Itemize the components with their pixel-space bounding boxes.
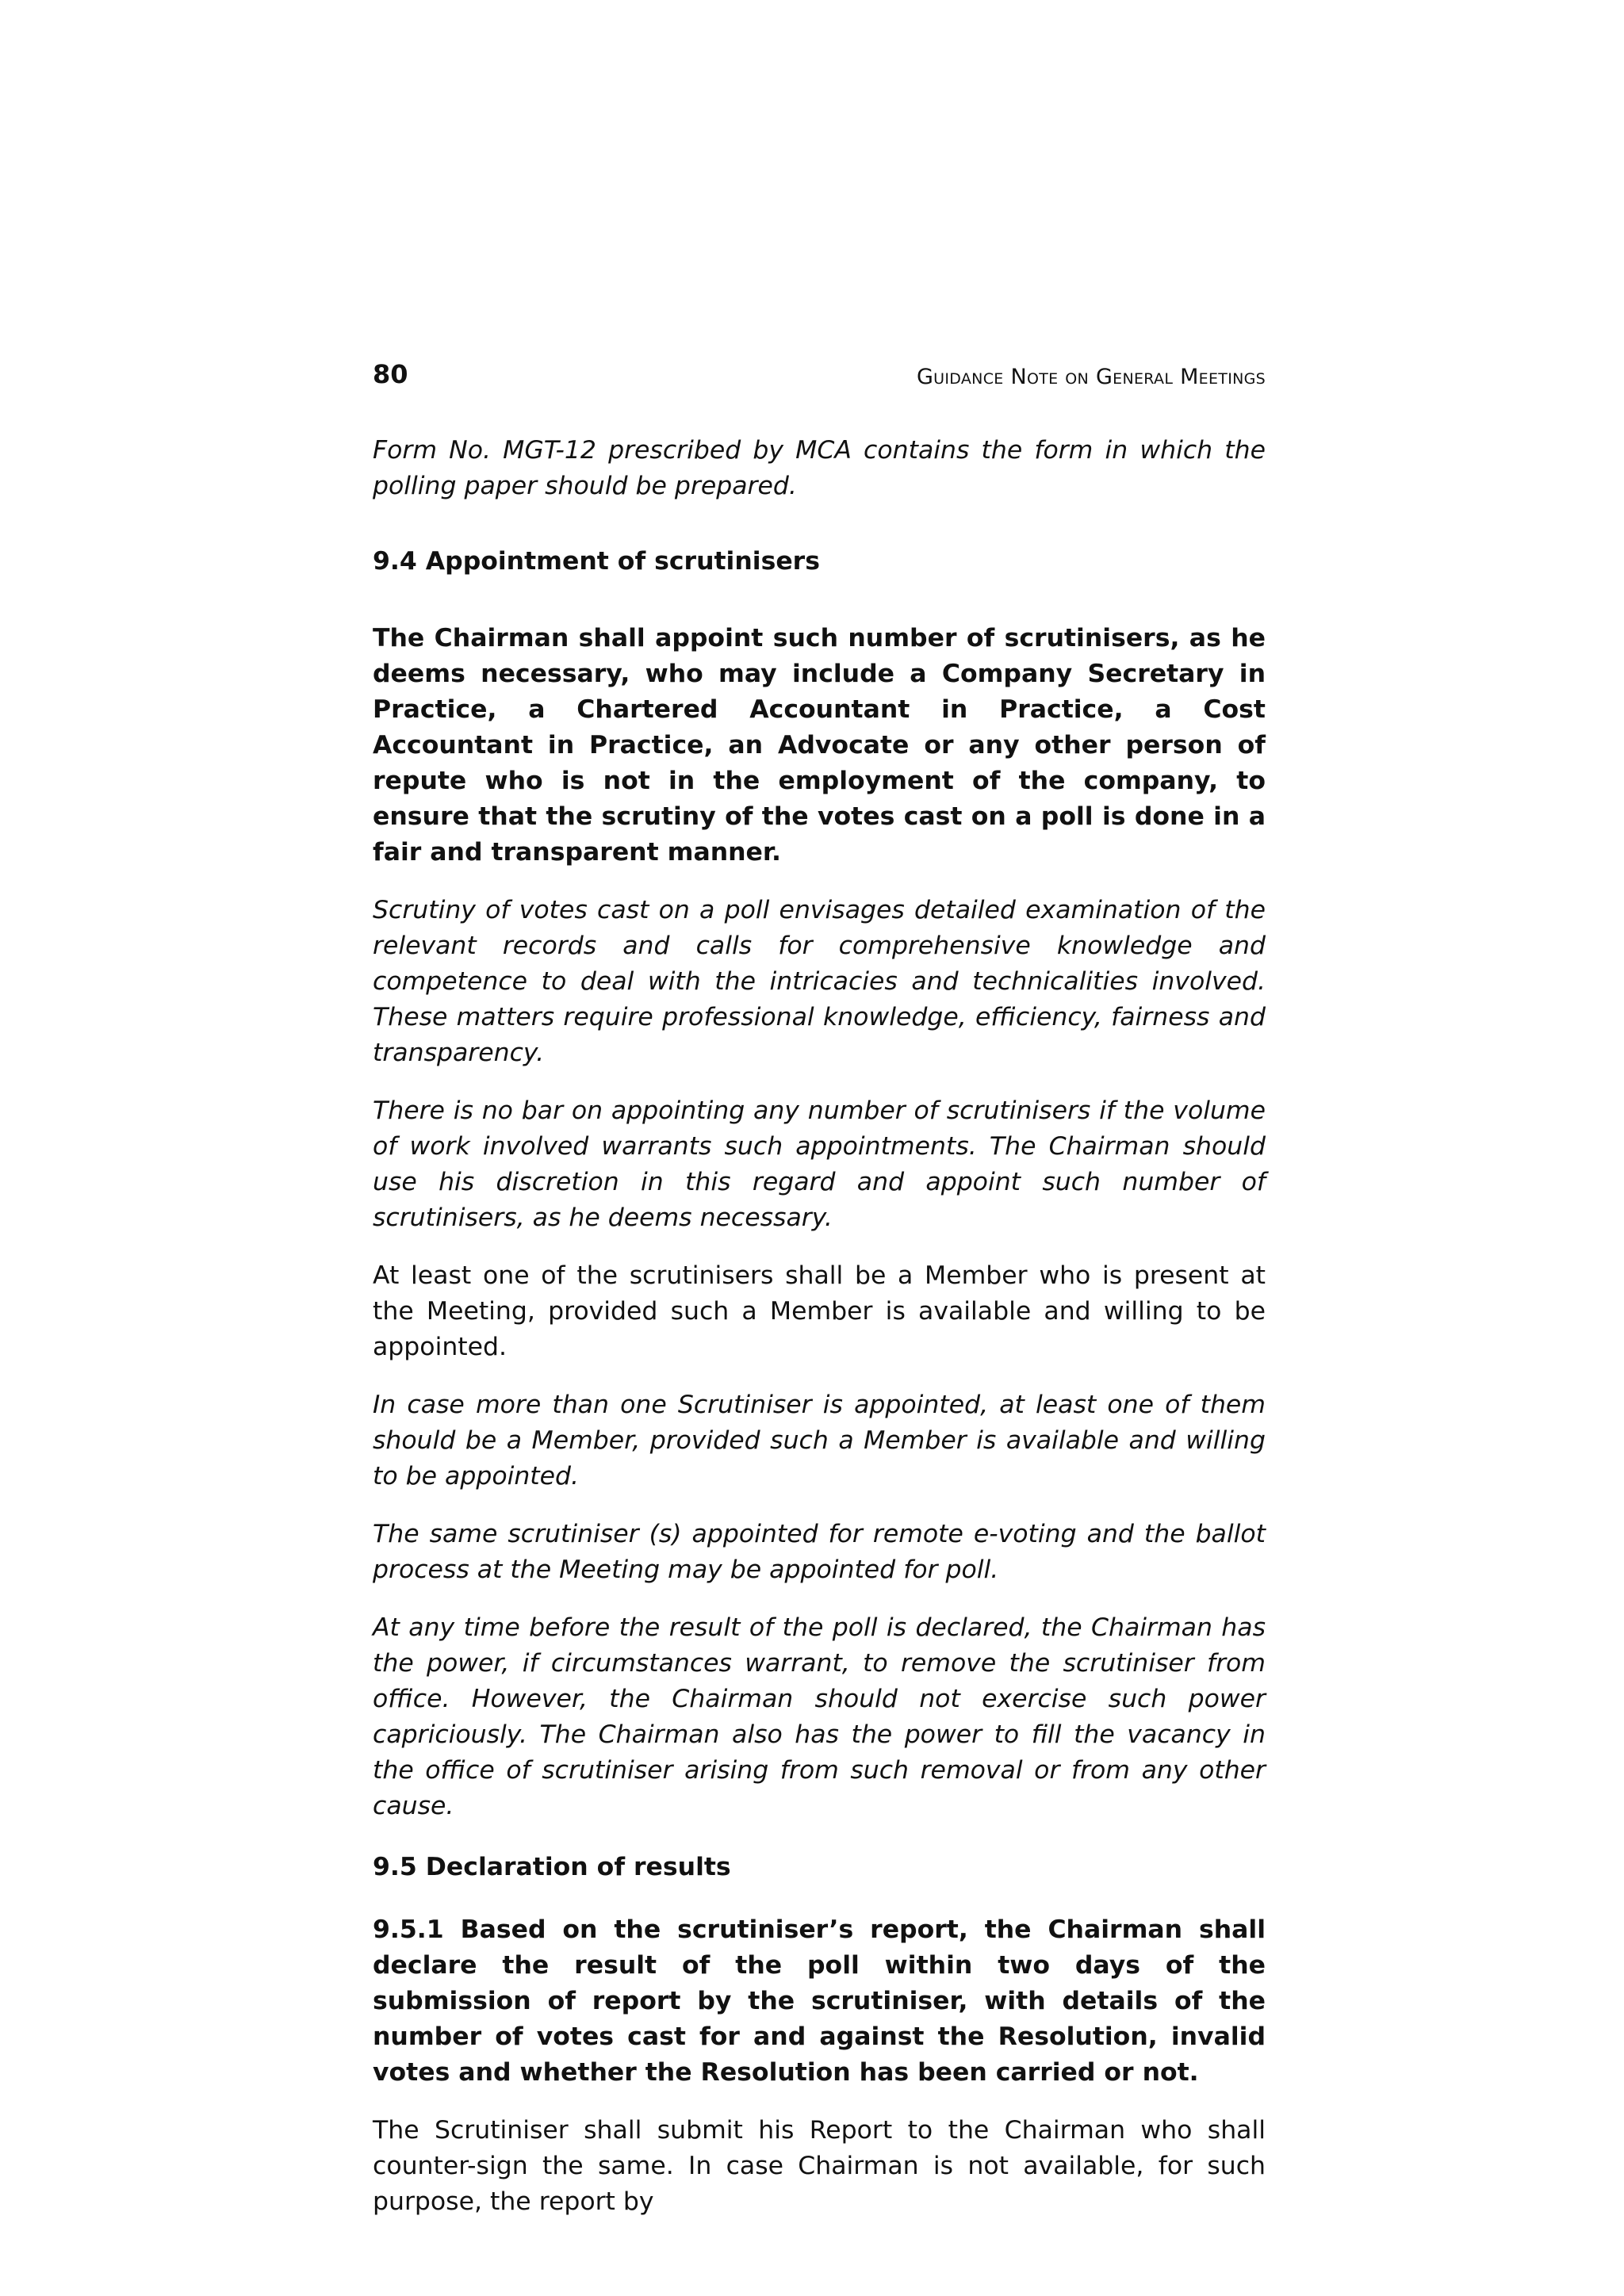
paragraph-remove-scrutiniser: At any time before the result of the poll is declared, the Chairman has the power, if circumstances warrant, to remove the scrutiniser from office. However, the Chairman should not exercise such power capriciously. The Chairman also has the power to fill the vacancy in the office of scrutiniser arising from such removal or from any other cause.	[373, 1613, 1266, 1820]
paragraph-9-5-1-declare-result: 9.5.1 Based on the scrutiniser’s report, the Chairman shall declare the result of the poll within two days of the submission of report by the scrutiniser, with details of the number of votes cast for and against the Resolution, invalid votes and whether the Resolution has been carried or not.	[373, 1915, 1266, 2087]
paragraph-same-scrutiniser: The same scrutiniser (s) appointed for remote e-voting and the ballot process at the Meeting may be appointed for poll.	[373, 1520, 1266, 1584]
paragraph-scrutiniser-report: The Scrutiniser shall submit his Report to the Chairman who shall counter-sign the same. In case Chairman is not available, for such purpose, the report by	[373, 2116, 1266, 2216]
paragraph-polling-paper-form: Form No. MGT-12 prescribed by MCA contains the form in which the polling paper should be prepared.	[373, 436, 1266, 500]
section-heading-9-5: 9.5 Declaration of results	[373, 1853, 731, 1881]
paragraph-scrutiny-examination: Scrutiny of votes cast on a poll envisages detailed examination of the relevant records and calls for comprehensive knowledge and competence to deal with the intricacies and technicalities involved. These matters require professional knowledge, efficiency, fairness and transparency.	[373, 896, 1266, 1067]
section-heading-9-4: 9.4 Appointment of scrutinisers	[373, 547, 820, 576]
running-title: Guidance Note on General Meetings	[916, 365, 1266, 389]
paragraph-chairman-appoint-scrutinisers: The Chairman shall appoint such number of scrutinisers, as he deems necessary, who may include a Company Secretary in Practice, a Chartered Accountant in Practice, a Cost Accountant in Practice, an Advocate or any other person of repute who is not in the employment of the company, to ensure that the scrutiny of the votes cast on a poll is done in a fair and transparent manner.	[373, 624, 1266, 867]
running-header	[373, 357, 1266, 396]
page-number: 80	[373, 359, 408, 389]
paragraph-more-than-one-scrutiniser: In case more than one Scrutiniser is appointed, at least one of them should be a Member, provided such a Member is available and willing to be appointed.	[373, 1391, 1266, 1490]
paragraph-no-bar-on-number: There is no bar on appointing any number of scrutinisers if the volume of work involved warrants such appointments. The Chairman should use his discretion in this regard and appoint such number of scrutinisers, as he deems necessary.	[373, 1096, 1266, 1232]
paragraph-member-scrutiniser: At least one of the scrutinisers shall be a Member who is present at the Meeting, provided such a Member is available and willing to be appointed.	[373, 1261, 1266, 1361]
page-content	[373, 357, 1266, 2242]
